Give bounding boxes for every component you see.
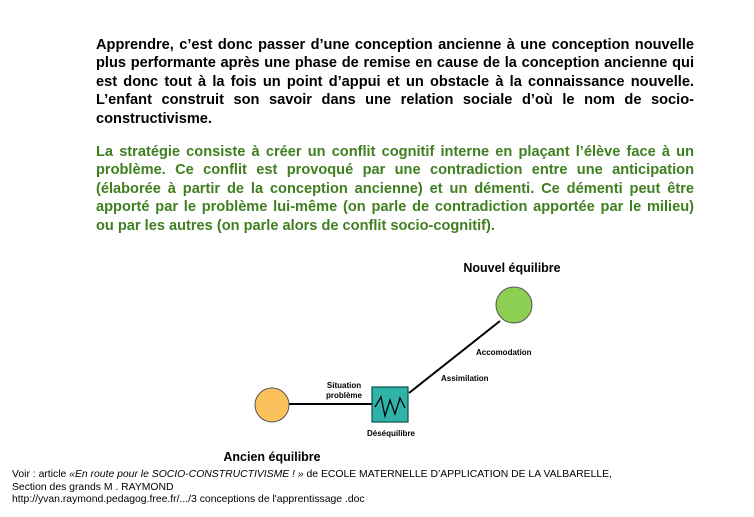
situation-label-line1: Situation — [326, 381, 362, 390]
paragraph-intro: Apprendre, c’est donc passer d’une conception ancienne à une conception nouvelle plus performante après une phase de remise en cause de la conception ancienne qui est donc tout à la fois un point d’appui et un obstacle à la connaissance nouvelle. L’enfant construit son savoir dans une relation sociale d’où le nom de socio-constructivisme. — [96, 37, 694, 127]
new-equilibrium-label: Nouvel équilibre — [463, 261, 561, 275]
source-prefix: Voir : article — [12, 469, 70, 480]
source-url[interactable]: http://yvan.raymond.pedagog.free.fr/.../3 conceptions de l'apprentissage .doc — [12, 494, 365, 505]
accommodation-label: Accomodation — [476, 348, 532, 357]
disequilibrium-label: Déséquilibre — [366, 429, 416, 438]
assimilation-label: Assimilation — [441, 374, 489, 383]
source-article-title: «En route pour le SOCIO-CONSTRUCTIVISME ! » — [69, 469, 304, 480]
source-section: Section des grands M . RAYMOND — [12, 481, 174, 493]
paragraph-strategy: La stratégie consiste à créer un conflit cognitif interne en plaçant l’élève face à un problème. Ce conflit est provoqué par une contradiction entre une anticipation (élaborée à partir de la conception ancienne) et un démenti. Ce démenti peut être apporté par le problème lui-même (on parle de contradiction apportée par le milieu) ou par les autres (on parle alors de conflit socio-cognitif). — [96, 144, 694, 234]
source-reference — [12, 469, 732, 494]
source-suffix: de ECOLE MATERNELLE D’APPLICATION DE LA VALBARELLE, — [303, 469, 612, 480]
old-equilibrium-node — [255, 388, 289, 422]
situation-label-line2: problème — [325, 391, 363, 400]
new-equilibrium-node — [496, 287, 532, 323]
old-equilibrium-label: Ancien équilibre — [223, 450, 321, 464]
